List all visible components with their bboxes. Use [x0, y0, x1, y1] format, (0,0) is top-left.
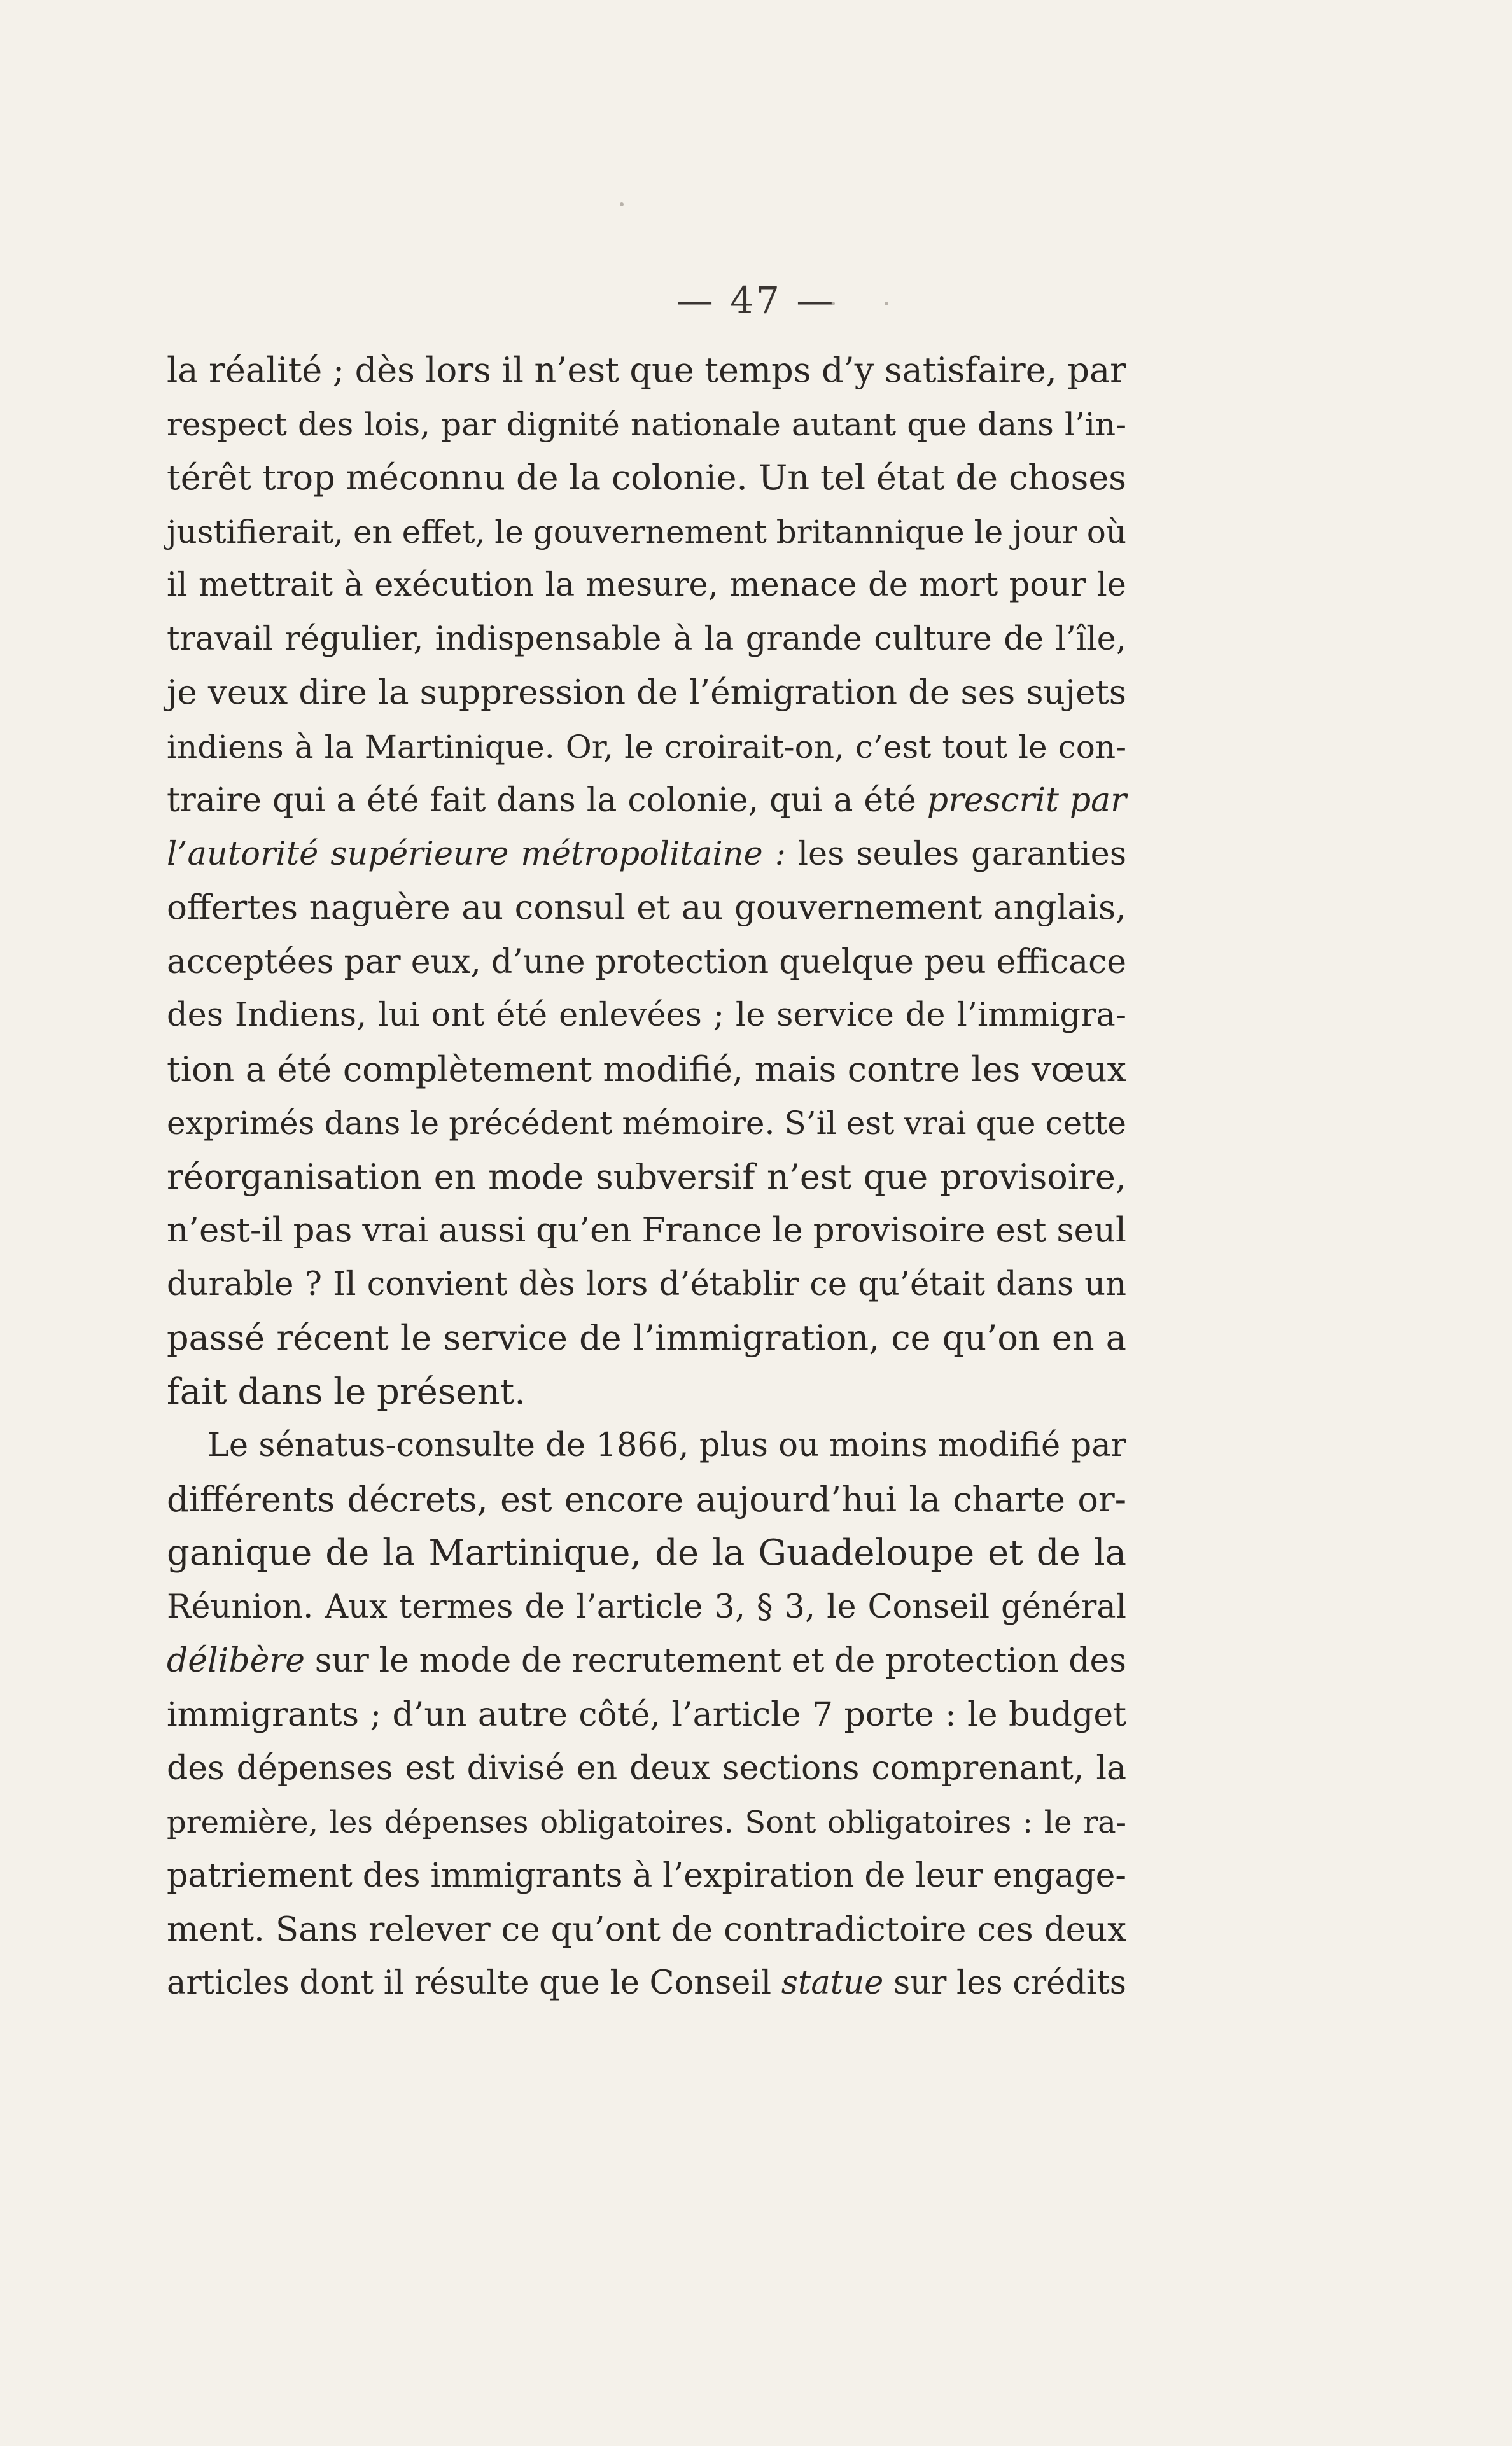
text-line: n’est-il pas vrai aussi qu’en France le provisoire est seul — [167, 1211, 1126, 1250]
body-text — [167, 344, 1126, 2011]
text-line: travail régulier, indispensable à la grande culture de l’île, — [167, 620, 1126, 658]
text-line: des Indiens, lui ont été enlevées ; le service de l’immigra- — [167, 996, 1126, 1034]
text-line: exprimés dans le précédent mémoire. S’il est vrai que cette — [167, 1105, 1126, 1142]
text-line: indiens à la Martinique. Or, le croirait-on, c’est tout le con- — [167, 728, 1126, 765]
text-line: ment. Sans relever ce qu’ont de contradictoire ces deux — [167, 1910, 1126, 1949]
text-line — [167, 774, 1126, 828]
text-line: respect des lois, par dignité nationale autant que dans l’in- — [167, 405, 1126, 443]
text-line: passé récent le service de l’immigration, ce qu’on en a — [167, 1318, 1126, 1358]
text-line: fait dans le présent. — [167, 1371, 526, 1413]
text-line: il mettrait à exécution la mesure, menace de mort pour le — [167, 566, 1126, 604]
text-line — [167, 1957, 1126, 2011]
text-line: la réalité ; dès lors il n’est que temps d’y satisfaire, par — [167, 350, 1126, 390]
text-line: ganique de la Martinique, de la Guadeloupe et de la — [167, 1532, 1126, 1574]
text-line: je veux dire la suppression de l’émigration de ses sujets — [167, 673, 1126, 712]
text-line: des dépenses est divisé en deux sections comprenant, la — [167, 1749, 1126, 1787]
text-line: acceptées par eux, d’une protection quelque peu efficace — [167, 942, 1126, 981]
text-run: sur le mode de recrutement et de protection des — [305, 1642, 1126, 1680]
text-line: Réunion. Aux termes de l’article 3, § 3, le Conseil général — [167, 1588, 1126, 1626]
text-line: première, les dépenses obligatoires. Sont obligatoires : le ra- — [167, 1804, 1126, 1840]
text-run: articles dont il résulte que le Conseil — [167, 1964, 781, 2002]
emphasized-text: prescrit par — [927, 781, 1126, 820]
emphasized-text: statue — [781, 1964, 884, 2002]
text-line: réorganisation en mode subversif n’est que provisoire, — [167, 1156, 1126, 1197]
paper-speck — [620, 202, 624, 206]
text-line: tion a été complètement modifié, mais contre les vœux — [167, 1049, 1126, 1089]
text-line: différents décrets, est encore aujourd’hui la charte or- — [167, 1479, 1126, 1520]
text-line: immigrants ; d’un autre côté, l’article 7 porte : le budget — [167, 1695, 1126, 1734]
emphasized-text: délibère — [167, 1642, 305, 1680]
text-line: térêt trop méconnu de la colonie. Un tel état de choses — [167, 458, 1126, 498]
text-run: traire qui a été fait dans la colonie, qui a été — [167, 781, 927, 820]
text-run: sur les crédits — [883, 1964, 1126, 2002]
text-line: offertes naguère au consul et au gouvernement anglais, — [167, 888, 1126, 927]
text-run: les seules garanties — [785, 835, 1126, 873]
text-line: durable ? Il convient dès lors d’établir ce qu’était dans un — [167, 1265, 1126, 1303]
text-line — [167, 828, 1126, 882]
text-line: patriement des immigrants à l’expiration de leur engage- — [167, 1857, 1126, 1895]
text-line — [167, 1634, 1126, 1688]
text-line: Le sénatus-consulte de 1866, plus ou moins modifié par — [207, 1427, 1126, 1464]
text-line: justifierait, en effet, le gouvernement britannique le jour où — [167, 513, 1127, 550]
emphasized-text: l’autorité supérieure métropolitaine : — [167, 835, 786, 873]
page-number: — 47 — — [676, 279, 836, 322]
